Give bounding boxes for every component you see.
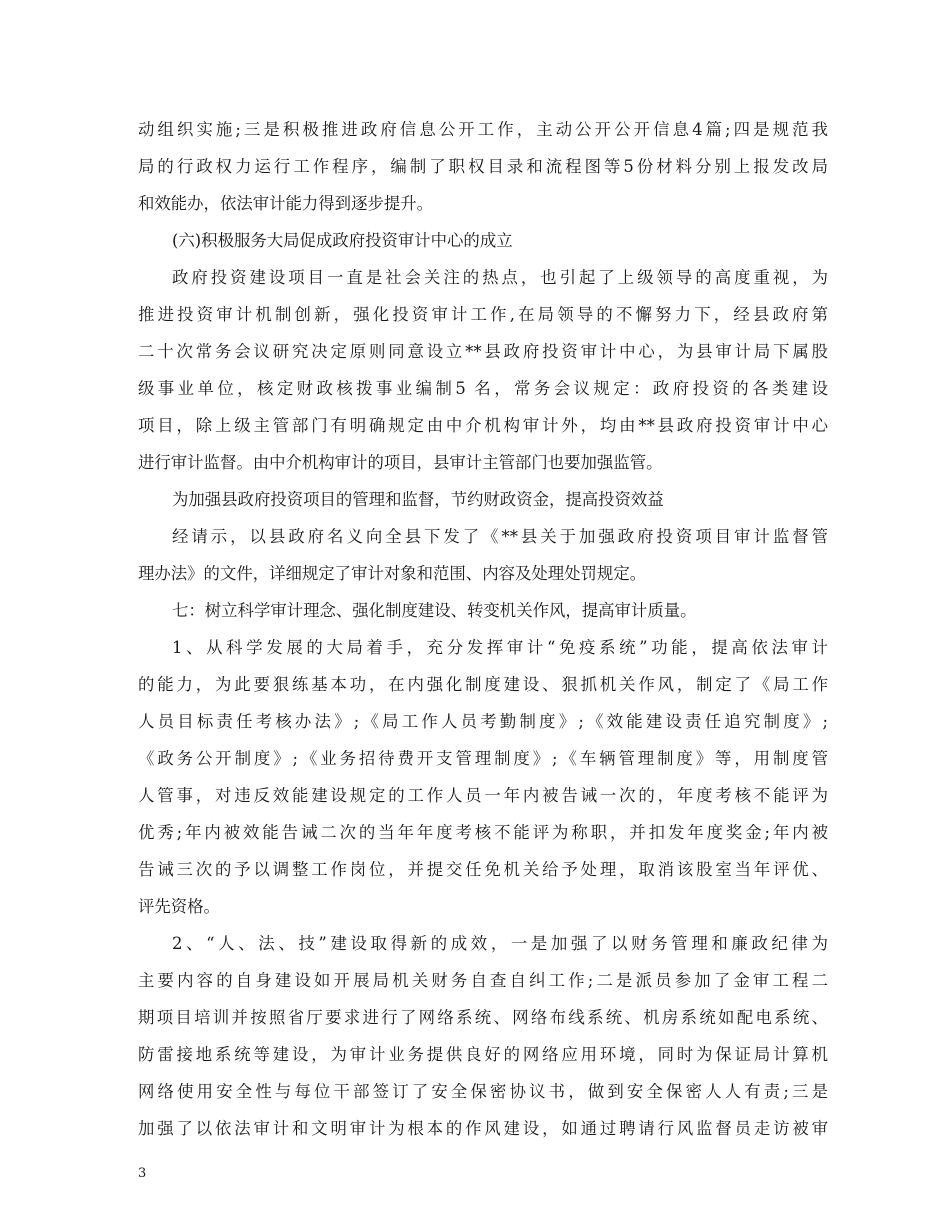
text-line: 2、“人、法、技”建设取得新的成效，一是加强了以财务管理和廉政纪律为 (172, 934, 828, 953)
text-line: 《政务公开制度》;《业务招待费开支管理制度》;《车辆管理制度》等，用制度管 (138, 749, 828, 768)
text-line: 1、从科学发展的大局着手，充分发挥审计“免疫系统”功能，提高依法审计 (172, 638, 828, 657)
text-line: 项目，除上级主管部门有明确规定由中介机构审计外，均由**县政府投资审计中心 (138, 416, 828, 435)
text-line: 进行审计监督。由中介机构审计的项目，县审计主管部门也要加强监管。 (138, 453, 663, 472)
text-line: 人管事，对违反效能建设规定的工作人员一年内被告诫一次的，年度考核不能评为 (138, 786, 828, 805)
text-line: 级事业单位，核定财政核拨事业编制5 名，常务会议规定：政府投资的各类建设 (138, 379, 828, 398)
page-number: 3 (138, 1166, 147, 1181)
text-line: 理办法》的文件，详细规定了审计对象和范围、内容及处理处罚规定。 (138, 564, 647, 583)
text-line: 和效能办，依法审计能力得到逐步提升。 (138, 194, 434, 213)
text-line: 网络使用安全性与每位干部签订了安全保密协议书，做到安全保密人人有责;三是 (138, 1082, 828, 1101)
text-line: 人员目标责任考核办法》;《局工作人员考勤制度》;《效能建设责任追究制度》; (138, 712, 828, 731)
text-line: 告诫三次的予以调整工作岗位，并提交任免机关给予处理，取消该股室当年评优、 (138, 860, 828, 879)
text-line: 防雷接地系统等建设，为审计业务提供良好的网络应用环境，同时为保证局计算机 (138, 1045, 828, 1064)
text-line: 优秀;年内被效能告诫二次的当年年度考核不能评为称职，并扣发年度奖金;年内被 (138, 823, 828, 842)
text-line: 期项目培训并按照省厅要求进行了网络系统、网络布线系统、机房系统如配电系统、 (138, 1008, 828, 1027)
text-line: 经请示，以县政府名义向全县下发了《**县关于加强政府投资项目审计监督管 (172, 527, 828, 546)
section-heading: 七：树立科学审计理念、强化制度建设、转变机关作风，提高审计质量。 (172, 601, 697, 620)
text-line: 的能力，为此要狠练基本功，在内强化制度建设、狠抓机关作风，制定了《局工作 (138, 675, 828, 694)
text-line: 局的行政权力运行工作程序，编制了职权目录和流程图等5份材料分别上报发改局 (138, 157, 828, 176)
section-heading: (六)积极服务大局促成政府投资审计中心的成立 (172, 231, 513, 250)
text-line: 为加强县政府投资项目的管理和监督，节约财政资金，提高投资效益 (172, 490, 664, 509)
text-line: 加强了以依法审计和文明审计为根本的作风建设，如通过聘请行风监督员走访被审 (138, 1119, 828, 1138)
text-line: 主要内容的自身建设如开展局机关财务自查自纠工作;二是派员参加了金审工程二 (138, 971, 828, 990)
text-line: 动组织实施;三是积极推进政府信息公开工作，主动公开公开信息4篇;四是规范我 (138, 120, 828, 139)
text-line: 二十次常务会议研究决定原则同意设立**县政府投资审计中心，为县审计局下属股 (138, 342, 828, 361)
text-line: 政府投资建设项目一直是社会关注的热点，也引起了上级领导的高度重视，为 (172, 268, 828, 287)
text-line: 推进投资审计机制创新，强化投资审计工作,在局领导的不懈努力下，经县政府第 (138, 305, 828, 324)
text-line: 评先资格。 (138, 897, 220, 916)
